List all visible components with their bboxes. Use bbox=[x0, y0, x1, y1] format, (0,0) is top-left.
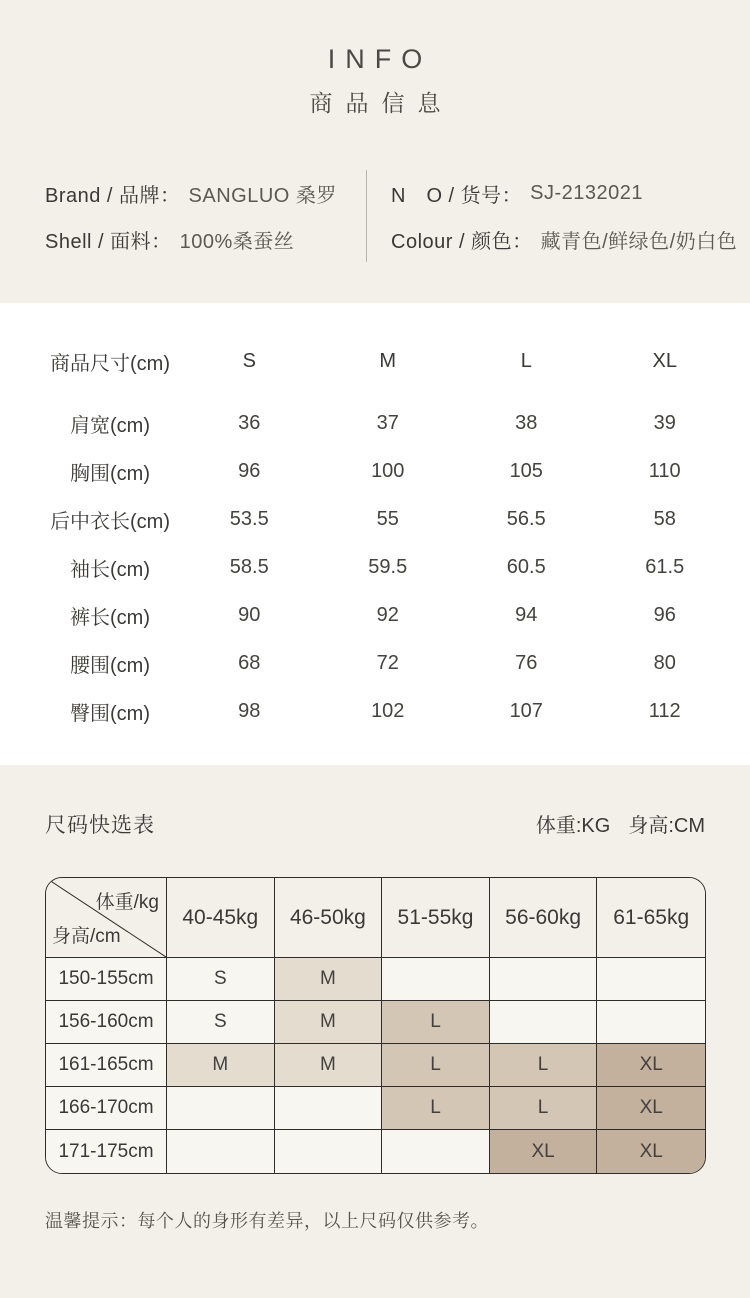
cell-value: 110 bbox=[648, 459, 681, 482]
size-col-l: L bbox=[520, 349, 532, 372]
corner-weight-label: 体重/kg bbox=[95, 892, 159, 913]
quick-select-table bbox=[45, 877, 706, 1174]
size-table-header-row bbox=[40, 337, 734, 385]
size-cell: L bbox=[382, 1044, 490, 1087]
weight-col-header: 61-65kg bbox=[597, 878, 705, 958]
page-header bbox=[0, 0, 750, 118]
cell-value: 80 bbox=[653, 651, 676, 674]
cell-value: 56.5 bbox=[506, 507, 546, 530]
size-cell bbox=[275, 1087, 383, 1130]
height-row-header: 166-170cm bbox=[46, 1087, 167, 1130]
weight-col-header: 56-60kg bbox=[490, 878, 598, 958]
size-cell: M bbox=[275, 1044, 383, 1087]
table-row bbox=[40, 687, 734, 735]
cell-value: 94 bbox=[515, 603, 538, 626]
cell-value: 55 bbox=[376, 507, 399, 530]
height-row-header: 156-160cm bbox=[46, 1001, 167, 1044]
cell-value: 37 bbox=[376, 411, 399, 434]
page-title-zh: 商品信息 bbox=[309, 90, 454, 116]
cell-value: 112 bbox=[648, 699, 681, 722]
table-row bbox=[40, 591, 734, 639]
height-row-header: 150-155cm bbox=[46, 958, 167, 1001]
weight-col-header: 51-55kg bbox=[382, 878, 490, 958]
size-cell bbox=[382, 958, 490, 1001]
cell-value: 60.5 bbox=[506, 555, 546, 578]
height-unit-label: 身高:CM bbox=[628, 815, 705, 837]
size-cell bbox=[167, 1087, 275, 1130]
quick-table-units bbox=[536, 811, 705, 841]
corner-height-label: 身高/cm bbox=[52, 926, 121, 947]
size-cell: S bbox=[167, 958, 275, 1001]
row-label: 腰围(cm) bbox=[70, 654, 150, 677]
row-label: 裤长(cm) bbox=[70, 606, 150, 629]
info-colour-label: Colour / 颜色： bbox=[391, 230, 533, 253]
info-colour bbox=[366, 216, 750, 262]
size-cell bbox=[597, 1001, 705, 1044]
cell-value: 96 bbox=[653, 603, 676, 626]
size-col-m: M bbox=[379, 349, 397, 372]
weight-unit-label: 体重:KG bbox=[535, 815, 611, 837]
row-label: 肩宽(cm) bbox=[70, 414, 150, 437]
info-shell-value: 100%桑蚕丝 bbox=[179, 230, 295, 253]
cell-value: 72 bbox=[376, 651, 399, 674]
size-col-xl: XL bbox=[652, 349, 677, 372]
size-cell: L bbox=[490, 1044, 598, 1087]
table-row bbox=[40, 495, 734, 543]
quick-table-title: 尺码快选表 bbox=[45, 814, 155, 837]
size-cell bbox=[490, 1001, 598, 1044]
size-cell: M bbox=[275, 1001, 383, 1044]
weight-col-header: 40-45kg bbox=[167, 878, 275, 958]
size-cell bbox=[167, 1130, 275, 1173]
cell-value: 68 bbox=[238, 651, 261, 674]
size-cell: XL bbox=[597, 1044, 705, 1087]
cell-value: 61.5 bbox=[645, 555, 685, 578]
size-cell: M bbox=[275, 958, 383, 1001]
cell-value: 105 bbox=[509, 459, 543, 482]
size-cell: L bbox=[382, 1087, 490, 1130]
corner-cell bbox=[46, 878, 167, 958]
page-title-en: INFO bbox=[327, 44, 433, 74]
quick-table-header bbox=[0, 811, 750, 841]
disclaimer-note: 温馨提示：每个人的身形有差异，以上尺码仅供参考。 bbox=[45, 1211, 489, 1231]
size-cell: XL bbox=[490, 1130, 598, 1173]
info-shell-label: Shell / 面料： bbox=[45, 230, 172, 253]
table-row bbox=[40, 447, 734, 495]
info-colour-value: 藏青色/鲜绿色/奶白色 bbox=[540, 230, 738, 253]
cell-value: 39 bbox=[653, 411, 676, 434]
size-cell bbox=[275, 1130, 383, 1173]
size-cell: M bbox=[167, 1044, 275, 1087]
height-row-header: 171-175cm bbox=[46, 1130, 167, 1173]
cell-value: 59.5 bbox=[368, 555, 408, 578]
info-item-no bbox=[366, 170, 750, 216]
cell-value: 36 bbox=[238, 411, 261, 434]
table-row bbox=[40, 543, 734, 591]
size-cell: XL bbox=[597, 1130, 705, 1173]
info-shell bbox=[0, 216, 366, 262]
cell-value: 107 bbox=[509, 699, 543, 722]
info-item-no-label: N O / 货号： bbox=[391, 184, 523, 207]
size-cell: S bbox=[167, 1001, 275, 1044]
row-label: 后中衣长(cm) bbox=[50, 510, 170, 533]
size-col-s: S bbox=[242, 349, 256, 372]
cell-value: 92 bbox=[376, 603, 399, 626]
table-row bbox=[40, 399, 734, 447]
cell-value: 102 bbox=[371, 699, 405, 722]
size-table-panel bbox=[0, 303, 750, 765]
cell-value: 76 bbox=[515, 651, 538, 674]
cell-value: 38 bbox=[515, 411, 538, 434]
cell-value: 58.5 bbox=[229, 555, 269, 578]
cell-value: 100 bbox=[371, 459, 405, 482]
size-table-title: 商品尺寸(cm) bbox=[50, 352, 170, 375]
info-item-no-value: SJ-2132021 bbox=[530, 181, 644, 204]
cell-value: 98 bbox=[238, 699, 261, 722]
product-info-block bbox=[0, 170, 750, 262]
row-label: 胸围(cm) bbox=[70, 462, 150, 485]
info-brand bbox=[0, 170, 366, 216]
row-label: 臀围(cm) bbox=[70, 702, 150, 725]
cell-value: 53.5 bbox=[229, 507, 269, 530]
info-brand-value: SANGLUO 桑罗 bbox=[188, 184, 337, 207]
cell-value: 90 bbox=[238, 603, 261, 626]
size-cell: XL bbox=[597, 1087, 705, 1130]
size-cell bbox=[597, 958, 705, 1001]
height-row-header: 161-165cm bbox=[46, 1044, 167, 1087]
size-cell bbox=[490, 958, 598, 1001]
cell-value: 58 bbox=[653, 507, 676, 530]
info-brand-label: Brand / 品牌： bbox=[45, 184, 181, 207]
size-cell: L bbox=[490, 1087, 598, 1130]
cell-value: 96 bbox=[238, 459, 261, 482]
size-cell: L bbox=[382, 1001, 490, 1044]
row-label: 袖长(cm) bbox=[70, 558, 150, 581]
size-cell bbox=[382, 1130, 490, 1173]
table-row bbox=[40, 639, 734, 687]
weight-col-header: 46-50kg bbox=[275, 878, 383, 958]
